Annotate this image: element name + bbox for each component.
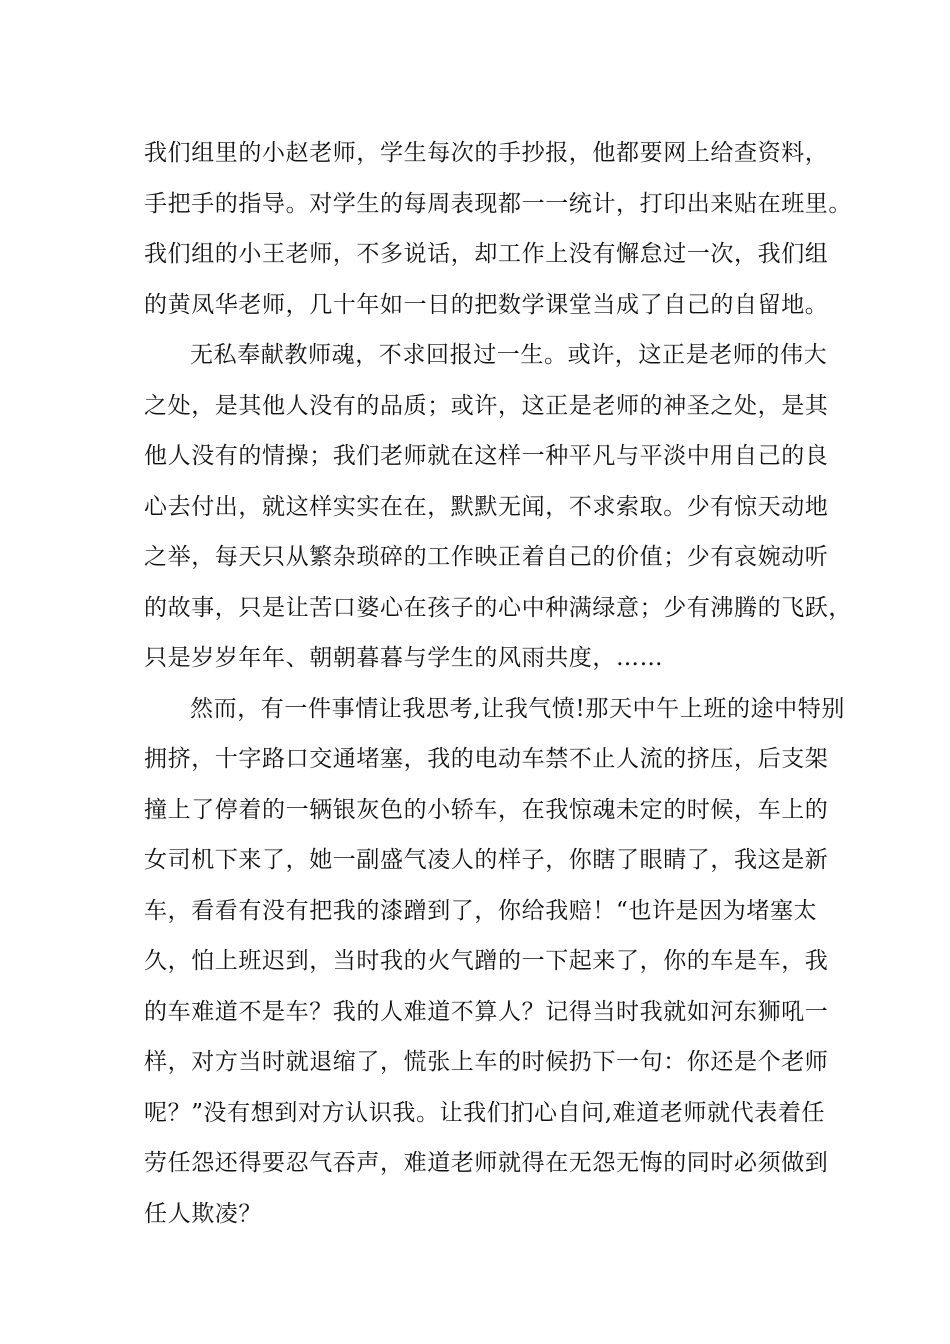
text-line: 心去付出，就这样实实在在，默默无闻，不求索取。少有惊天动地 bbox=[144, 493, 829, 520]
text-line: 撞上了停着的一辆银灰色的小轿车，在我惊魂未定的时候，车上的 bbox=[144, 796, 829, 823]
text-line: 他人没有的情操；我们老师就在这样一种平凡与平淡中用自己的良 bbox=[144, 443, 829, 469]
text-line: 女司机下来了，她一副盛气凌人的样子，你瞎了眼睛了，我这是新 bbox=[144, 847, 829, 873]
text-line: 车，看看有没有把我的漆蹭到了，你给我赔！“也许是因为堵塞太 bbox=[144, 897, 818, 924]
paragraph-start-line: 无私奉献教师魂，不求回报过一生。或许，这正是老师的伟大 bbox=[190, 342, 828, 368]
text-line: 的车难道不是车？我的人难道不算人？记得当时我就如河东狮吼一 bbox=[144, 998, 829, 1025]
text-line: 样，对方当时就退缩了，慌张上车的时候扔下一句：你还是个老师 bbox=[144, 1049, 829, 1075]
text-line: 久，怕上班迟到，当时我的火气蹭的一下起来了，你的车是车，我 bbox=[144, 948, 829, 974]
body-text bbox=[144, 128, 852, 1239]
text-line: 任人欺凌？ bbox=[144, 1200, 262, 1227]
text-line: 之举，每天只从繁杂琐碎的工作映正着自己的价值；少有哀婉动听 bbox=[144, 544, 829, 570]
text-line: 我们组的小王老师，不多说话，却工作上没有懈怠过一次，我们组 bbox=[144, 241, 829, 267]
text-line: 的故事，只是让苦口婆心在孩子的心中种满绿意；少有沸腾的飞跃， bbox=[144, 594, 852, 621]
paragraph-start-line: 然而，有一件事情让我思考,让我气愤!那天中午上班的途中特别 bbox=[190, 695, 845, 722]
text-line: 我们组里的小赵老师，学生每次的手抄报，他都要网上给查资料， bbox=[144, 140, 829, 166]
text-line: 之处，是其他人没有的品质；或许，这正是老师的神圣之处，是其 bbox=[144, 392, 829, 419]
text-line: 的黄凤华老师，几十年如一日的把数学课堂当成了自己的自留地。 bbox=[144, 291, 829, 318]
text-line: 劳任怨还得要忍气吞声，难道老师就得在无怨无悔的同时必须做到 bbox=[144, 1150, 829, 1176]
text-line: 手把手的指导。对学生的每周表现都一一统计，打印出来贴在班里。 bbox=[144, 190, 852, 217]
text-line: 呢？”没有想到对方认识我。让我们扪心自问,难道老师就代表着任 bbox=[144, 1099, 826, 1126]
text-line: 拥挤，十字路口交通堵塞，我的电动车禁不止人流的挤压，后支架 bbox=[144, 746, 829, 772]
text-line: 只是岁岁年年、朝朝暮暮与学生的风雨共度，…… bbox=[144, 645, 664, 671]
